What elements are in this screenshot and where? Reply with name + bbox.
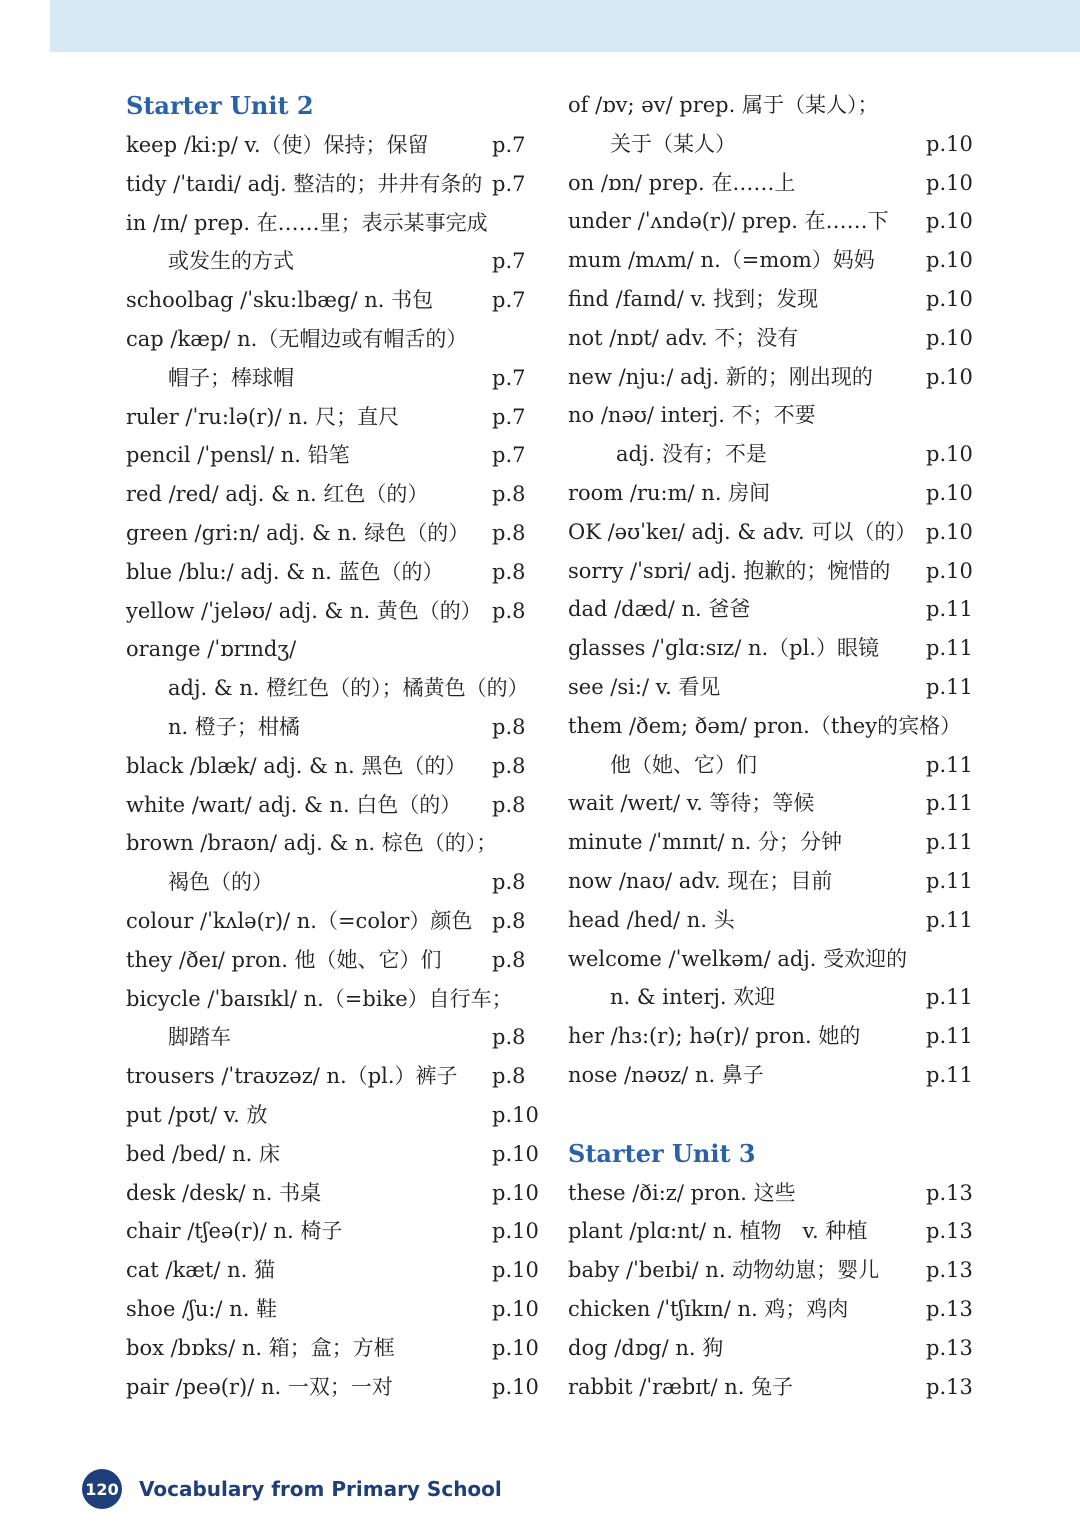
entry-text: OK /əʊˈkeɪ/ adj. & adv. 可以（的） bbox=[568, 519, 917, 544]
right-entry-list-unit-2 bbox=[568, 86, 986, 1095]
entry-text: 他（她、它）们 bbox=[610, 752, 757, 777]
footer-title: Vocabulary from Primary School bbox=[139, 1477, 502, 1501]
entry-page-ref: p.10 bbox=[926, 209, 973, 234]
vocab-entry-line bbox=[126, 747, 542, 786]
entry-page-ref: p.8 bbox=[492, 520, 526, 545]
entry-text: 褐色（的） bbox=[168, 870, 273, 895]
vocab-entry-line bbox=[126, 242, 542, 281]
entry-page-ref: p.11 bbox=[926, 674, 973, 699]
vocab-entry-line bbox=[568, 435, 986, 474]
entry-page-ref: p.8 bbox=[492, 753, 526, 778]
entry-text: desk /desk/ n. 书桌 bbox=[126, 1180, 322, 1205]
entry-text: n. & interj. 欢迎 bbox=[610, 985, 776, 1010]
vocab-entry-line bbox=[568, 784, 986, 823]
entry-page-ref: p.10 bbox=[926, 480, 973, 505]
entry-text: 帽子；棒球帽 bbox=[168, 365, 294, 390]
entry-page-ref: p.8 bbox=[492, 870, 526, 895]
entry-text: pencil /ˈpensl/ n. 铅笔 bbox=[126, 443, 350, 468]
entry-text: red /red/ adj. & n. 红色（的） bbox=[126, 482, 429, 507]
entry-page-ref: p.8 bbox=[492, 1064, 526, 1089]
vocab-entry-line bbox=[568, 319, 986, 358]
entry-page-ref: p.10 bbox=[926, 325, 973, 350]
entry-text: trousers /ˈtraʊzəz/ n.（pl.）裤子 bbox=[126, 1064, 458, 1089]
vocab-entry-line bbox=[568, 707, 986, 746]
entry-page-ref: p.13 bbox=[926, 1180, 973, 1205]
entry-text: them /ðem; ðəm/ pron.（they的宾格） bbox=[568, 713, 962, 738]
vocab-entry-line bbox=[568, 513, 986, 552]
vocab-entry-line bbox=[126, 941, 542, 980]
entry-text: not /nɒt/ adv. 不；没有 bbox=[568, 325, 799, 350]
entry-page-ref: p.11 bbox=[926, 1024, 973, 1049]
entry-text: new /nju:/ adj. 新的；刚出现的 bbox=[568, 364, 873, 389]
entry-page-ref: p.10 bbox=[926, 442, 973, 467]
vocab-entry-line bbox=[126, 1290, 542, 1329]
entry-page-ref: p.7 bbox=[492, 288, 526, 313]
vocab-entry-line bbox=[568, 125, 986, 164]
vocab-entry-line bbox=[126, 1096, 542, 1135]
vocab-entry-line bbox=[126, 553, 542, 592]
entry-text: white /waɪt/ adj. & n. 白色（的） bbox=[126, 792, 462, 817]
entry-page-ref: p.11 bbox=[926, 1062, 973, 1087]
entry-page-ref: p.8 bbox=[492, 559, 526, 584]
entry-page-ref: p.10 bbox=[926, 364, 973, 389]
vocab-entry-line bbox=[568, 202, 986, 241]
vocab-entry-line bbox=[126, 786, 542, 825]
left-entry-list bbox=[126, 126, 542, 1406]
vocab-entry-line bbox=[126, 359, 542, 398]
entry-text: rabbit /ˈræbɪt/ n. 兔子 bbox=[568, 1374, 794, 1399]
entry-text: mum /mʌm/ n.（=mom）妈妈 bbox=[568, 248, 875, 273]
vocab-entry-line bbox=[126, 320, 542, 359]
section-spacer bbox=[568, 1095, 986, 1134]
entry-page-ref: p.10 bbox=[492, 1141, 539, 1166]
entry-text: adj. 没有；不是 bbox=[616, 442, 767, 467]
entry-text: no /nəʊ/ interj. 不；不要 bbox=[568, 403, 816, 428]
vocab-entry-line bbox=[568, 746, 986, 785]
vocab-entry-line bbox=[568, 280, 986, 319]
entry-text: wait /weɪt/ v. 等待；等候 bbox=[568, 791, 815, 816]
entry-page-ref: p.7 bbox=[492, 404, 526, 429]
vocab-entry-line bbox=[126, 1212, 542, 1251]
entry-page-ref: p.8 bbox=[492, 947, 526, 972]
entry-text: schoolbag /ˈsku:lbæg/ n. 书包 bbox=[126, 288, 434, 313]
vocab-entry-line bbox=[568, 1174, 986, 1213]
entry-text: chair /tʃeə(r)/ n. 椅子 bbox=[126, 1219, 343, 1244]
vocab-entry-line bbox=[126, 165, 542, 204]
left-column bbox=[126, 86, 542, 1406]
vocab-entry-line bbox=[568, 164, 986, 203]
vocab-entry-line bbox=[568, 1251, 986, 1290]
entry-page-ref: p.13 bbox=[926, 1258, 973, 1283]
header-band bbox=[50, 0, 1080, 52]
entry-text: plant /plɑ:nt/ n. 植物 v. 种植 bbox=[568, 1219, 868, 1244]
entry-page-ref: p.10 bbox=[492, 1335, 539, 1360]
vocab-entry-line bbox=[568, 1368, 986, 1407]
vocab-entry-line bbox=[568, 862, 986, 901]
vocab-entry-line bbox=[126, 630, 542, 669]
vocab-entry-line bbox=[568, 396, 986, 435]
vocab-entry-line bbox=[568, 358, 986, 397]
right-entry-list-unit-3 bbox=[568, 1174, 986, 1407]
entry-text: minute /ˈmɪnɪt/ n. 分；分钟 bbox=[568, 830, 843, 855]
entry-page-ref: p.13 bbox=[926, 1219, 973, 1244]
vocab-entry-line bbox=[568, 590, 986, 629]
entry-page-ref: p.11 bbox=[926, 985, 973, 1010]
entry-page-ref: p.11 bbox=[926, 636, 973, 661]
entry-text: on /ɒn/ prep. 在……上 bbox=[568, 170, 796, 195]
vocab-entry-line bbox=[568, 1212, 986, 1251]
vocab-entry-line bbox=[126, 592, 542, 631]
entry-page-ref: p.10 bbox=[926, 170, 973, 195]
entry-text: now /naʊ/ adv. 现在；目前 bbox=[568, 868, 833, 893]
vocab-entry-line bbox=[568, 940, 986, 979]
vocab-entry-line bbox=[126, 1057, 542, 1096]
entry-text: blue /blu:/ adj. & n. 蓝色（的） bbox=[126, 559, 444, 584]
vocab-entry-line bbox=[568, 629, 986, 668]
entry-text: welcome /ˈwelkəm/ adj. 受欢迎的 bbox=[568, 946, 908, 971]
entry-text: under /ˈʌndə(r)/ prep. 在……下 bbox=[568, 209, 889, 234]
entry-text: bed /bed/ n. 床 bbox=[126, 1141, 281, 1166]
entry-text: 关于（某人） bbox=[610, 131, 736, 156]
entry-text: her /hɜ:(r); hə(r)/ pron. 她的 bbox=[568, 1024, 861, 1049]
vocab-entry-line bbox=[126, 824, 542, 863]
entry-text: put /pʊt/ v. 放 bbox=[126, 1102, 268, 1127]
entry-page-ref: p.8 bbox=[492, 1025, 526, 1050]
entry-page-ref: p.10 bbox=[926, 286, 973, 311]
vocab-entry-line bbox=[126, 1329, 542, 1368]
entry-text: tidy /ˈtaɪdi/ adj. 整洁的；井井有条的 bbox=[126, 171, 483, 196]
entry-text: black /blæk/ adj. & n. 黑色（的） bbox=[126, 753, 467, 778]
vocab-entry-line bbox=[126, 980, 542, 1019]
entry-text: 或发生的方式 bbox=[168, 249, 294, 274]
entry-page-ref: p.7 bbox=[492, 249, 526, 274]
entry-text: shoe /ʃu:/ n. 鞋 bbox=[126, 1296, 278, 1321]
entry-page-ref: p.10 bbox=[492, 1296, 539, 1321]
vocab-entry-line bbox=[126, 1174, 542, 1213]
entry-page-ref: p.10 bbox=[492, 1180, 539, 1205]
page-number-badge: 120 bbox=[82, 1469, 122, 1509]
entry-page-ref: p.11 bbox=[926, 597, 973, 622]
entry-page-ref: p.7 bbox=[492, 133, 526, 157]
entry-text: baby /ˈbeɪbi/ n. 动物幼崽；婴儿 bbox=[568, 1258, 880, 1283]
vocab-entry-line bbox=[126, 281, 542, 320]
entry-text: they /ðeɪ/ pron. 他（她、它）们 bbox=[126, 947, 442, 972]
entry-page-ref: p.7 bbox=[492, 171, 526, 196]
entry-text: cat /kæt/ n. 猫 bbox=[126, 1258, 275, 1283]
entry-text: colour /ˈkʌlə(r)/ n.（=color）颜色 bbox=[126, 908, 473, 933]
vocab-entry-line bbox=[568, 668, 986, 707]
entry-text: pair /peə(r)/ n. 一双；一对 bbox=[126, 1374, 393, 1399]
vocab-entry-line bbox=[126, 436, 542, 475]
entry-page-ref: p.11 bbox=[926, 791, 973, 816]
entry-page-ref: p.8 bbox=[492, 598, 526, 623]
vocab-entry-line bbox=[126, 126, 542, 165]
entry-page-ref: p.11 bbox=[926, 868, 973, 893]
vocab-entry-line bbox=[568, 86, 986, 125]
entry-page-ref: p.10 bbox=[926, 519, 973, 544]
entry-text: ruler /ˈru:lə(r)/ n. 尺；直尺 bbox=[126, 404, 400, 429]
entry-text: see /si:/ v. 看见 bbox=[568, 674, 721, 699]
entry-text: 脚踏车 bbox=[168, 1025, 231, 1050]
vocab-entry-line bbox=[126, 1018, 542, 1057]
entry-page-ref: p.8 bbox=[492, 714, 526, 739]
entry-text: dog /dɒg/ n. 狗 bbox=[568, 1335, 724, 1360]
entry-text: adj. & n. 橙红色（的）；橘黄色（的） bbox=[168, 676, 529, 701]
vocab-entry-line bbox=[126, 708, 542, 747]
entry-text: find /faɪnd/ v. 找到；发现 bbox=[568, 286, 819, 311]
entry-text: orange /ˈɒrɪndʒ/ bbox=[126, 637, 297, 662]
vocab-entry-line bbox=[568, 823, 986, 862]
vocab-entry-line bbox=[568, 552, 986, 591]
vocab-entry-line bbox=[568, 1290, 986, 1329]
vocab-entry-line bbox=[126, 1368, 542, 1407]
entry-text: brown /braʊn/ adj. & n. 棕色（的）； bbox=[126, 831, 498, 856]
entry-page-ref: p.10 bbox=[492, 1102, 539, 1127]
entry-text: cap /kæp/ n.（无帽边或有帽舌的） bbox=[126, 326, 468, 351]
entry-text: yellow /ˈjeləʊ/ adj. & n. 黄色（的） bbox=[126, 598, 482, 623]
vocab-entry-line bbox=[568, 978, 986, 1017]
entry-page-ref: p.8 bbox=[492, 482, 526, 507]
entry-page-ref: p.10 bbox=[926, 131, 973, 156]
vocab-entry-line bbox=[568, 1056, 986, 1095]
vocab-entry-line bbox=[126, 475, 542, 514]
vocab-entry-line bbox=[126, 902, 542, 941]
entry-text: in /ɪn/ prep. 在……里；表示某事完成 bbox=[126, 210, 488, 235]
entry-page-ref: p.7 bbox=[492, 443, 526, 468]
section-heading-starter-unit-2: Starter Unit 2 bbox=[126, 91, 314, 120]
entry-page-ref: p.8 bbox=[492, 792, 526, 817]
entry-text: bicycle /ˈbaɪsɪkl/ n.（=bike）自行车； bbox=[126, 986, 513, 1011]
entry-page-ref: p.7 bbox=[492, 365, 526, 390]
entry-text: room /ru:m/ n. 房间 bbox=[568, 480, 771, 505]
entry-text: dad /dæd/ n. 爸爸 bbox=[568, 597, 751, 622]
entry-page-ref: p.11 bbox=[926, 752, 973, 777]
right-column bbox=[568, 86, 986, 1406]
vocab-entry-line bbox=[126, 1251, 542, 1290]
entry-text: green /gri:n/ adj. & n. 绿色（的） bbox=[126, 520, 470, 545]
entry-text: head /hed/ n. 头 bbox=[568, 907, 735, 932]
entry-page-ref: p.11 bbox=[926, 907, 973, 932]
entry-text: these /ði:z/ pron. 这些 bbox=[568, 1180, 796, 1205]
page-footer bbox=[82, 1469, 502, 1509]
entry-text: chicken /ˈtʃɪkɪn/ n. 鸡；鸡肉 bbox=[568, 1296, 849, 1321]
vocab-entry-line bbox=[568, 1329, 986, 1368]
entry-page-ref: p.13 bbox=[926, 1374, 973, 1399]
entry-page-ref: p.13 bbox=[926, 1296, 973, 1321]
entry-text: glasses /ˈglɑ:sɪz/ n.（pl.）眼镜 bbox=[568, 636, 879, 661]
entry-page-ref: p.10 bbox=[492, 1374, 539, 1399]
entry-text: of /ɒv; əv/ prep. 属于（某人）； bbox=[568, 93, 879, 117]
entry-page-ref: p.10 bbox=[492, 1219, 539, 1244]
entry-page-ref: p.10 bbox=[926, 248, 973, 273]
entry-text: sorry /ˈsɒri/ adj. 抱歉的；惋惜的 bbox=[568, 558, 891, 583]
entry-page-ref: p.10 bbox=[492, 1258, 539, 1283]
vocab-entry-line bbox=[126, 514, 542, 553]
vocab-entry-line bbox=[568, 241, 986, 280]
section-heading-starter-unit-3: Starter Unit 3 bbox=[568, 1138, 756, 1168]
entry-text: box /bɒks/ n. 箱；盒；方框 bbox=[126, 1335, 395, 1360]
vocab-entry-line bbox=[568, 1017, 986, 1056]
vocab-entry-line bbox=[568, 474, 986, 513]
entry-page-ref: p.8 bbox=[492, 908, 526, 933]
entry-text: nose /nəʊz/ n. 鼻子 bbox=[568, 1062, 764, 1087]
vocab-entry-line bbox=[568, 901, 986, 940]
vocab-entry-line bbox=[126, 398, 542, 437]
vocab-entry-line bbox=[126, 204, 542, 243]
vocab-entry-line bbox=[126, 863, 542, 902]
entry-text: n. 橙子；柑橘 bbox=[168, 714, 300, 739]
vocab-entry-line bbox=[126, 669, 542, 708]
vocab-entry-line bbox=[126, 1135, 542, 1174]
entry-text: keep /ki:p/ v.（使）保持；保留 bbox=[126, 133, 429, 157]
entry-page-ref: p.13 bbox=[926, 1335, 973, 1360]
entry-page-ref: p.10 bbox=[926, 558, 973, 583]
entry-page-ref: p.11 bbox=[926, 830, 973, 855]
